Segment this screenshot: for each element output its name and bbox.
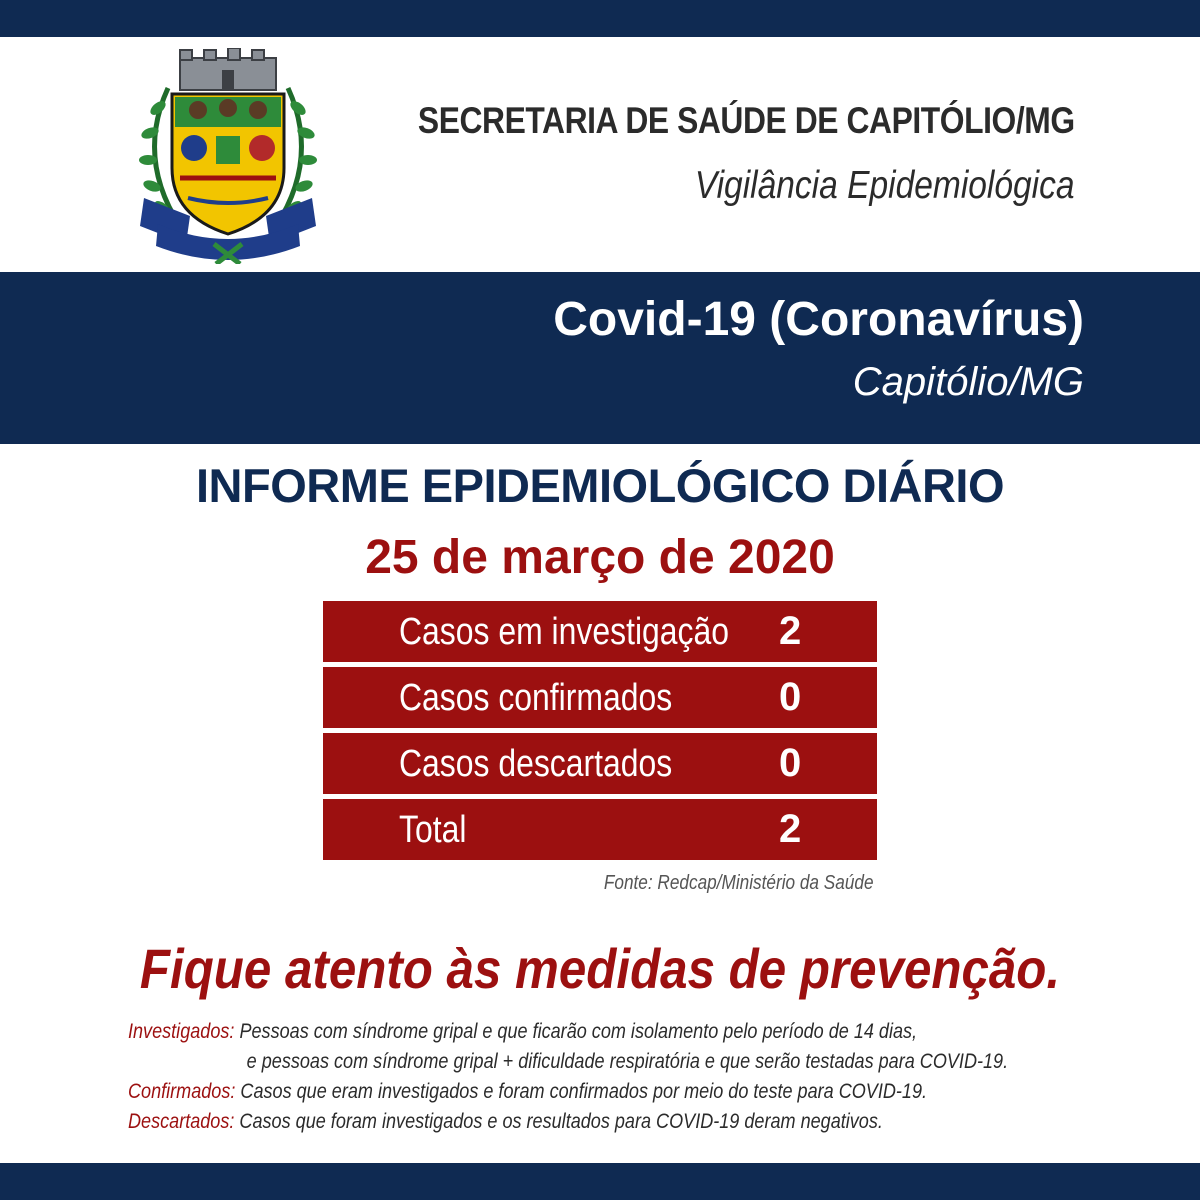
stats-table: [323, 601, 877, 865]
org-subtitle: Vigilância Epidemiológica: [695, 164, 1075, 207]
definition-confirmed: [128, 1080, 954, 1110]
stat-label: Casos confirmados: [399, 677, 673, 719]
definition-discarded: [128, 1110, 954, 1140]
stat-label: Casos descartados: [399, 743, 673, 785]
stat-row-investigation: [323, 601, 877, 662]
stat-value: 2: [779, 609, 802, 653]
hero-subtitle: Capitólio/MG: [852, 360, 1084, 404]
top-band: [0, 0, 1200, 37]
report-title: INFORME EPIDEMIOLÓGICO DIÁRIO: [195, 459, 1005, 512]
stat-label: Total: [399, 809, 467, 851]
definition-investigated-continued: [128, 1050, 1009, 1080]
definition-investigated: [128, 1020, 954, 1050]
source-note: Fonte: Redcap/Ministério da Saúde: [604, 872, 874, 894]
hero-title: Covid-19 (Coronavírus): [553, 293, 1084, 346]
stat-value: 0: [779, 675, 802, 719]
stat-value: 0: [779, 741, 802, 785]
coat-of-arms-icon: [128, 48, 328, 264]
stat-label: Casos em investigação: [399, 611, 730, 653]
report-date: 25 de março de 2020: [365, 531, 835, 584]
definition-text: e pessoas com síndrome gripal + dificuldade respiratória e que serão testadas para COVID-19.: [246, 1050, 1009, 1073]
org-title: SECRETARIA DE SAÚDE DE CAPITÓLIO/MG: [418, 100, 1075, 141]
definition-text: Pessoas com síndrome gripal e que ficarão com isolamento pelo período de 14 dias,: [239, 1020, 918, 1043]
definition-term: Descartados:: [128, 1110, 235, 1133]
definitions: [128, 1020, 1088, 1140]
definition-term: Investigados:: [128, 1020, 235, 1043]
stat-row-total: [323, 799, 877, 860]
stat-row-discarded: [323, 733, 877, 794]
stat-row-confirmed: [323, 667, 877, 728]
hero-banner: [0, 272, 1200, 444]
definition-text: Casos que foram investigados e os resultados para COVID-19 deram negativos.: [239, 1110, 883, 1133]
prevention-callout: Fique atento às medidas de prevenção.: [139, 937, 1061, 1000]
definition-term: Confirmados:: [128, 1080, 236, 1103]
stat-value: 2: [779, 807, 802, 851]
bottom-band: [0, 1163, 1200, 1200]
definition-text: Casos que eram investigados e foram confirmados por meio do teste para COVID-19.: [240, 1080, 928, 1103]
